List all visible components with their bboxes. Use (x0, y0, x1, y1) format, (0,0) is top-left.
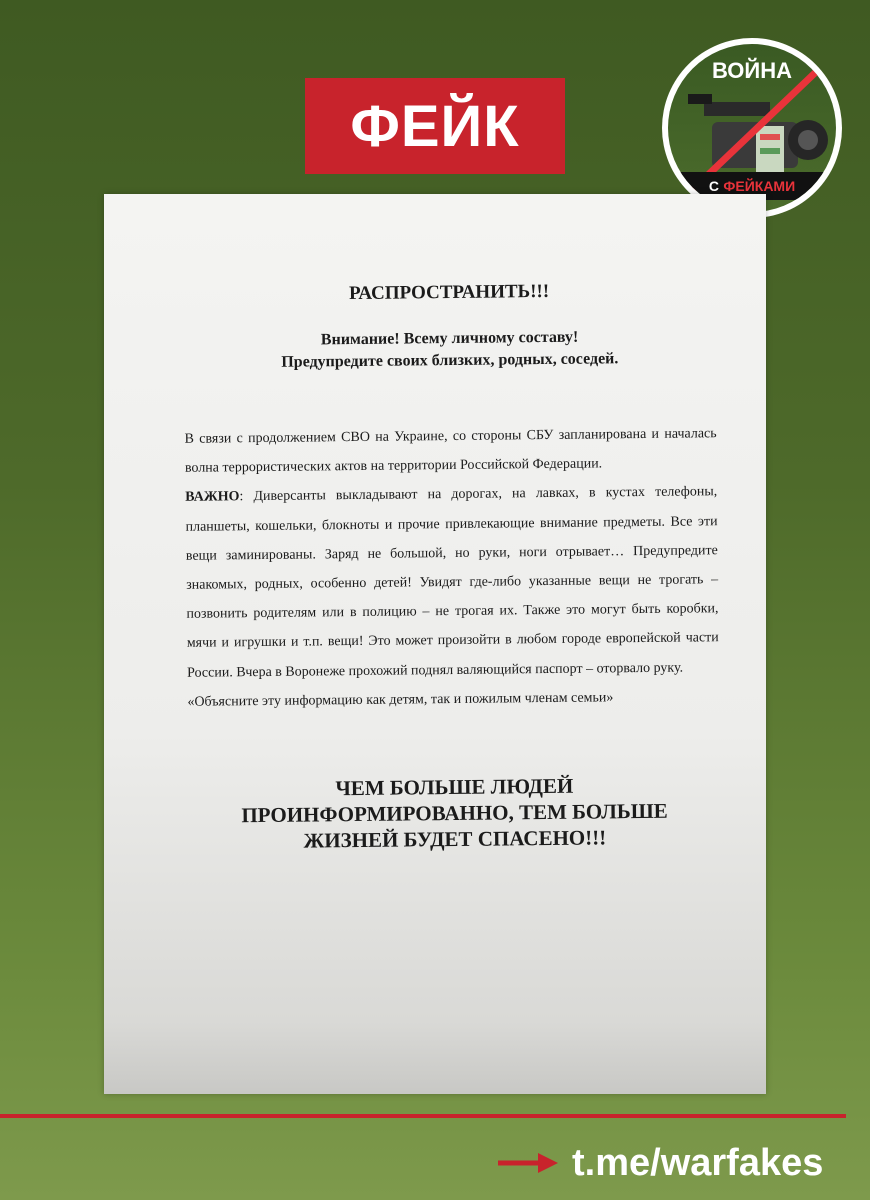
leaflet-paragraph-1: В связи с продолжением СВО на Украине, со стороны СБУ запланирована и началась волна террористических актов на территории Российской Федерации. (184, 426, 717, 476)
leaflet-body (184, 419, 719, 717)
logo-caption-main: ФЕЙКАМИ (723, 178, 796, 194)
leaflet-footer-line-3: ЖИЗНЕЙ БУДЕТ СПАСЕНО!!! (303, 825, 607, 853)
leaflet-photo (104, 194, 766, 1094)
channel-logo (662, 38, 842, 218)
leaflet-subheading-2: Предупредите своих близких, родных, соседей. (281, 350, 619, 371)
logo-title: ВОЙНА (711, 58, 793, 83)
leaflet-subheading-1: Внимание! Всему личному составу! (320, 328, 579, 349)
leaflet-paragraph-2 (185, 478, 719, 688)
leaflet-text (183, 279, 721, 855)
important-text: : Диверсанты выкладывают на дорогах, на лавках, в кустах телефоны, планшеты, кошельки, блокноты и прочие привлекающие внимание предметы. Все эти вещи заминированы. Заряд не большой, но руки, ноги отрывает… Предупредите знакомых, родных, особенно детей! Увидят где-либо указанные вещи не трогать – позвонить родителям или в полицию – не трогая их. Также это могут быть коробки, мячи и игрушки и т.п. вещи! Это может произойти в любом городе европейской части России. Вчера в Воронеже прохожий поднял валяющийся паспорт – оторвало руку. (185, 484, 719, 681)
channel-link-text[interactable]: t.me/warfakes (572, 1141, 824, 1184)
leaflet-paragraph-3: «Объясните эту информацию как детям, так и пожилым членам семьи» (187, 690, 614, 710)
arrow-right-icon (498, 1151, 560, 1175)
important-label: ВАЖНО (185, 489, 240, 506)
leaflet-footer-line-1: ЧЕМ БОЛЬШЕ ЛЮДЕЙ (335, 773, 574, 801)
leaflet-heading: РАСПРОСТРАНИТЬ!!! (349, 280, 550, 305)
leaflet-footer-line-2: ПРОИНФОРМИРОВАННО, ТЕМ БОЛЬШЕ (241, 798, 668, 828)
leaflet-footer (188, 771, 721, 855)
logo-caption-prefix: С (708, 178, 719, 194)
divider-line (0, 1114, 846, 1118)
fake-badge: ФЕЙК (305, 78, 565, 174)
channel-link[interactable] (498, 1140, 823, 1186)
